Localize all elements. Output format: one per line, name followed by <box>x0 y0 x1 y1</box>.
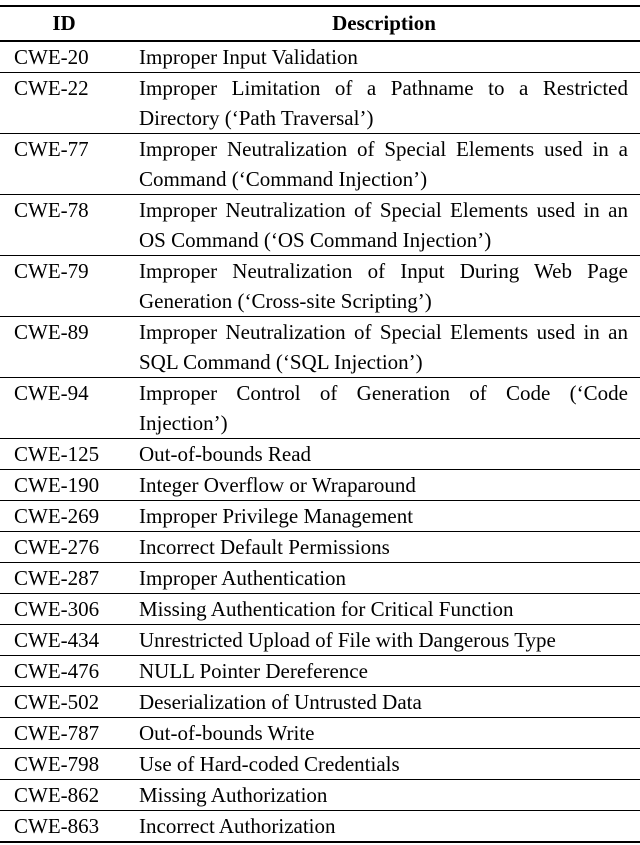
cwe-id-cell: CWE-287 <box>14 566 100 590</box>
cwe-id-cell: CWE-502 <box>14 690 100 714</box>
cwe-id-cell: CWE-787 <box>14 721 100 745</box>
table-row <box>0 625 640 656</box>
cwe-description-cell: Improper Input Validation <box>139 45 358 69</box>
table-row <box>0 687 640 718</box>
table-row <box>0 317 640 378</box>
description-column-header: Description <box>332 11 436 35</box>
table-row <box>0 780 640 811</box>
cwe-id-cell: CWE-798 <box>14 752 100 776</box>
cwe-id-cell: CWE-190 <box>14 473 100 497</box>
cwe-description-cell: Use of Hard-coded Credentials <box>139 752 400 776</box>
cwe-id-cell: CWE-89 <box>14 320 89 344</box>
table-row <box>0 594 640 625</box>
cwe-id-cell: CWE-434 <box>14 628 100 652</box>
cwe-description-cell: Improper Neutralization of Input During Web Page Generation (‘Cross-site Scripting’) <box>139 259 628 313</box>
cwe-description-cell: Missing Authentication for Critical Function <box>139 597 514 621</box>
table-row <box>0 378 640 439</box>
cwe-id-cell: CWE-79 <box>14 259 89 283</box>
table-row <box>0 470 640 501</box>
cwe-description-cell: Incorrect Default Permissions <box>139 535 390 559</box>
cwe-description-cell: Improper Control of Generation of Code (‘Code Injection’) <box>139 381 628 435</box>
cwe-description-cell: Deserialization of Untrusted Data <box>139 690 422 714</box>
cwe-id-cell: CWE-862 <box>14 783 100 807</box>
cwe-table <box>0 5 640 843</box>
cwe-id-cell: CWE-125 <box>14 442 100 466</box>
table-row <box>0 439 640 470</box>
table-row <box>0 656 640 687</box>
cwe-id-cell: CWE-269 <box>14 504 100 528</box>
table-row <box>0 811 640 843</box>
cwe-id-cell: CWE-863 <box>14 814 100 838</box>
cwe-description-cell: Improper Neutralization of Special Elements used in a Command (‘Command Injection’) <box>139 137 628 191</box>
cwe-description-cell: Missing Authorization <box>139 783 328 807</box>
table-row <box>0 41 640 73</box>
table-row <box>0 73 640 134</box>
table-row <box>0 501 640 532</box>
cwe-id-cell: CWE-20 <box>14 45 89 69</box>
cwe-description-cell: Improper Neutralization of Special Elements used in an OS Command (‘OS Command Injection’) <box>139 198 628 252</box>
cwe-id-cell: CWE-476 <box>14 659 100 683</box>
cwe-description-cell: Out-of-bounds Read <box>139 442 312 466</box>
cwe-description-cell: Integer Overflow or Wraparound <box>139 473 416 497</box>
cwe-description-cell: Improper Neutralization of Special Elements used in an SQL Command (‘SQL Injection’) <box>139 320 628 374</box>
cwe-description-cell: Out-of-bounds Write <box>139 721 315 745</box>
cwe-description-cell: NULL Pointer Dereference <box>139 659 368 683</box>
cwe-description-cell: Improper Authentication <box>139 566 347 590</box>
table-body <box>0 41 640 842</box>
table-row <box>0 256 640 317</box>
table-row <box>0 532 640 563</box>
table-row <box>0 749 640 780</box>
cwe-description-cell: Unrestricted Upload of File with Dangerous Type <box>139 628 556 652</box>
table-row <box>0 134 640 195</box>
cwe-description-cell: Incorrect Authorization <box>139 814 336 838</box>
cwe-id-cell: CWE-306 <box>14 597 100 621</box>
cwe-id-cell: CWE-77 <box>14 137 89 161</box>
cwe-id-cell: CWE-94 <box>14 381 89 405</box>
table-row <box>0 195 640 256</box>
id-column-header: ID <box>52 11 76 35</box>
cwe-id-cell: CWE-78 <box>14 198 89 222</box>
cwe-description-cell: Improper Limitation of a Pathname to a Restricted Directory (‘Path Traversal’) <box>139 76 628 130</box>
cwe-description-cell: Improper Privilege Management <box>139 504 414 528</box>
cwe-id-cell: CWE-22 <box>14 76 89 100</box>
table-row <box>0 563 640 594</box>
table-header-row <box>0 6 640 41</box>
cwe-id-cell: CWE-276 <box>14 535 100 559</box>
table-row <box>0 718 640 749</box>
